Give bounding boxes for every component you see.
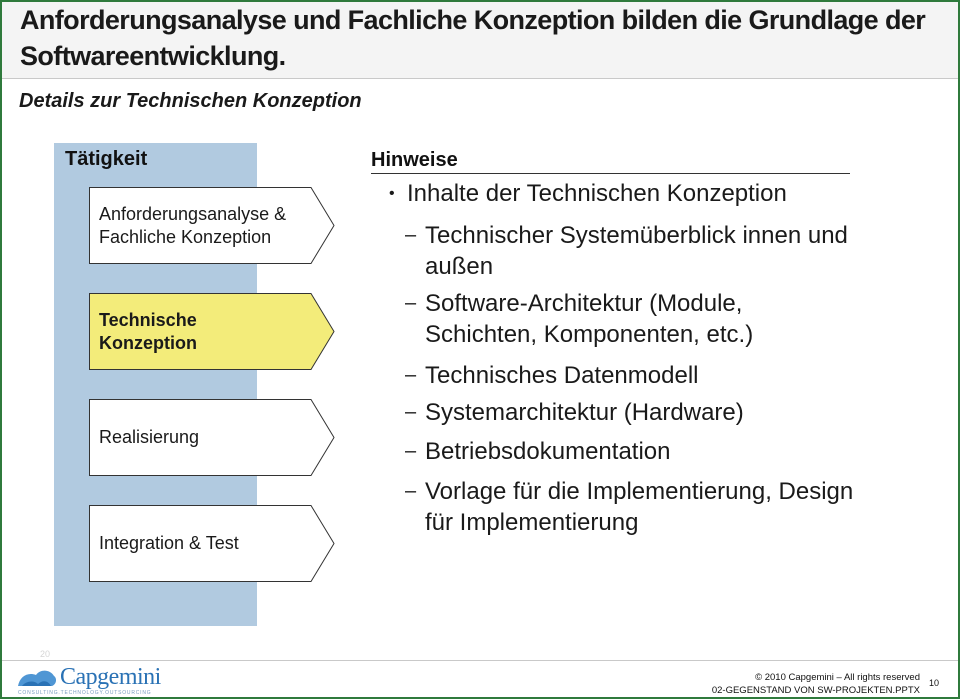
hint-item-text: Technisches Datenmodell (425, 362, 699, 389)
slide-subtitle: Details zur Technischen Konzeption (19, 90, 362, 112)
dash-marker: – (405, 401, 417, 423)
step-realisierung (89, 399, 335, 476)
hint-item (405, 288, 855, 350)
slide-title: Anforderungsanalyse und Fachliche Konzeption bilden die Grundlage der Softwareentwicklung. (20, 5, 926, 71)
hints-heading: Hinweise (371, 149, 850, 174)
hints-bullet (389, 180, 787, 208)
hint-item (405, 220, 855, 282)
hint-item (405, 436, 855, 467)
dash-marker: – (405, 292, 417, 314)
dash-marker: – (405, 440, 417, 462)
dash-marker: – (405, 224, 417, 246)
dash-marker: – (405, 364, 417, 386)
page-number: 10 (929, 678, 940, 688)
step-technische-konzeption (89, 293, 335, 370)
hint-item-text: Vorlage für die Implementierung, Design für Implementierung (425, 478, 854, 536)
bullet-text: Inhalte der Technischen Konzeption (407, 180, 787, 207)
hint-item-text: Technischer Systemüberblick innen und außen (425, 222, 848, 280)
copyright-text: © 2010 Capgemini – All rights reserved (755, 672, 920, 683)
file-name: 02-GEGENSTAND VON SW-PROJEKTEN.PPTX (711, 685, 920, 696)
step-label: Anforderungsanalyse & Fachliche Konzeption (99, 203, 287, 247)
hint-item (405, 476, 855, 538)
copyright-block (712, 671, 920, 697)
spade-cloud-icon (16, 666, 58, 692)
faint-slide-number: 20 (40, 649, 51, 659)
bullet-dot: • (389, 185, 395, 202)
step-label: Realisierung (99, 427, 200, 447)
activity-heading: Tätigkeit (65, 148, 148, 170)
footer-divider (2, 660, 958, 661)
hint-item-text: Software-Architektur (Module, Schichten, Komponenten, etc.) (425, 290, 754, 348)
logo-wordmark: Capgemini (60, 664, 161, 690)
dash-marker: – (405, 480, 417, 502)
hint-item-text: Systemarchitektur (Hardware) (425, 399, 744, 426)
logo-tagline: CONSULTING.TECHNOLOGY.OUTSOURCING (18, 690, 152, 696)
title-bar (2, 2, 958, 79)
step-anforderungsanalyse (89, 187, 335, 264)
hint-item (405, 360, 855, 391)
step-integration-test (89, 505, 335, 582)
capgemini-logo (16, 664, 161, 696)
hint-item-text: Betriebsdokumentation (425, 438, 671, 465)
step-label: Integration & Test (99, 533, 239, 553)
hint-item (405, 397, 855, 428)
step-label: Technische Konzeption (99, 309, 197, 353)
